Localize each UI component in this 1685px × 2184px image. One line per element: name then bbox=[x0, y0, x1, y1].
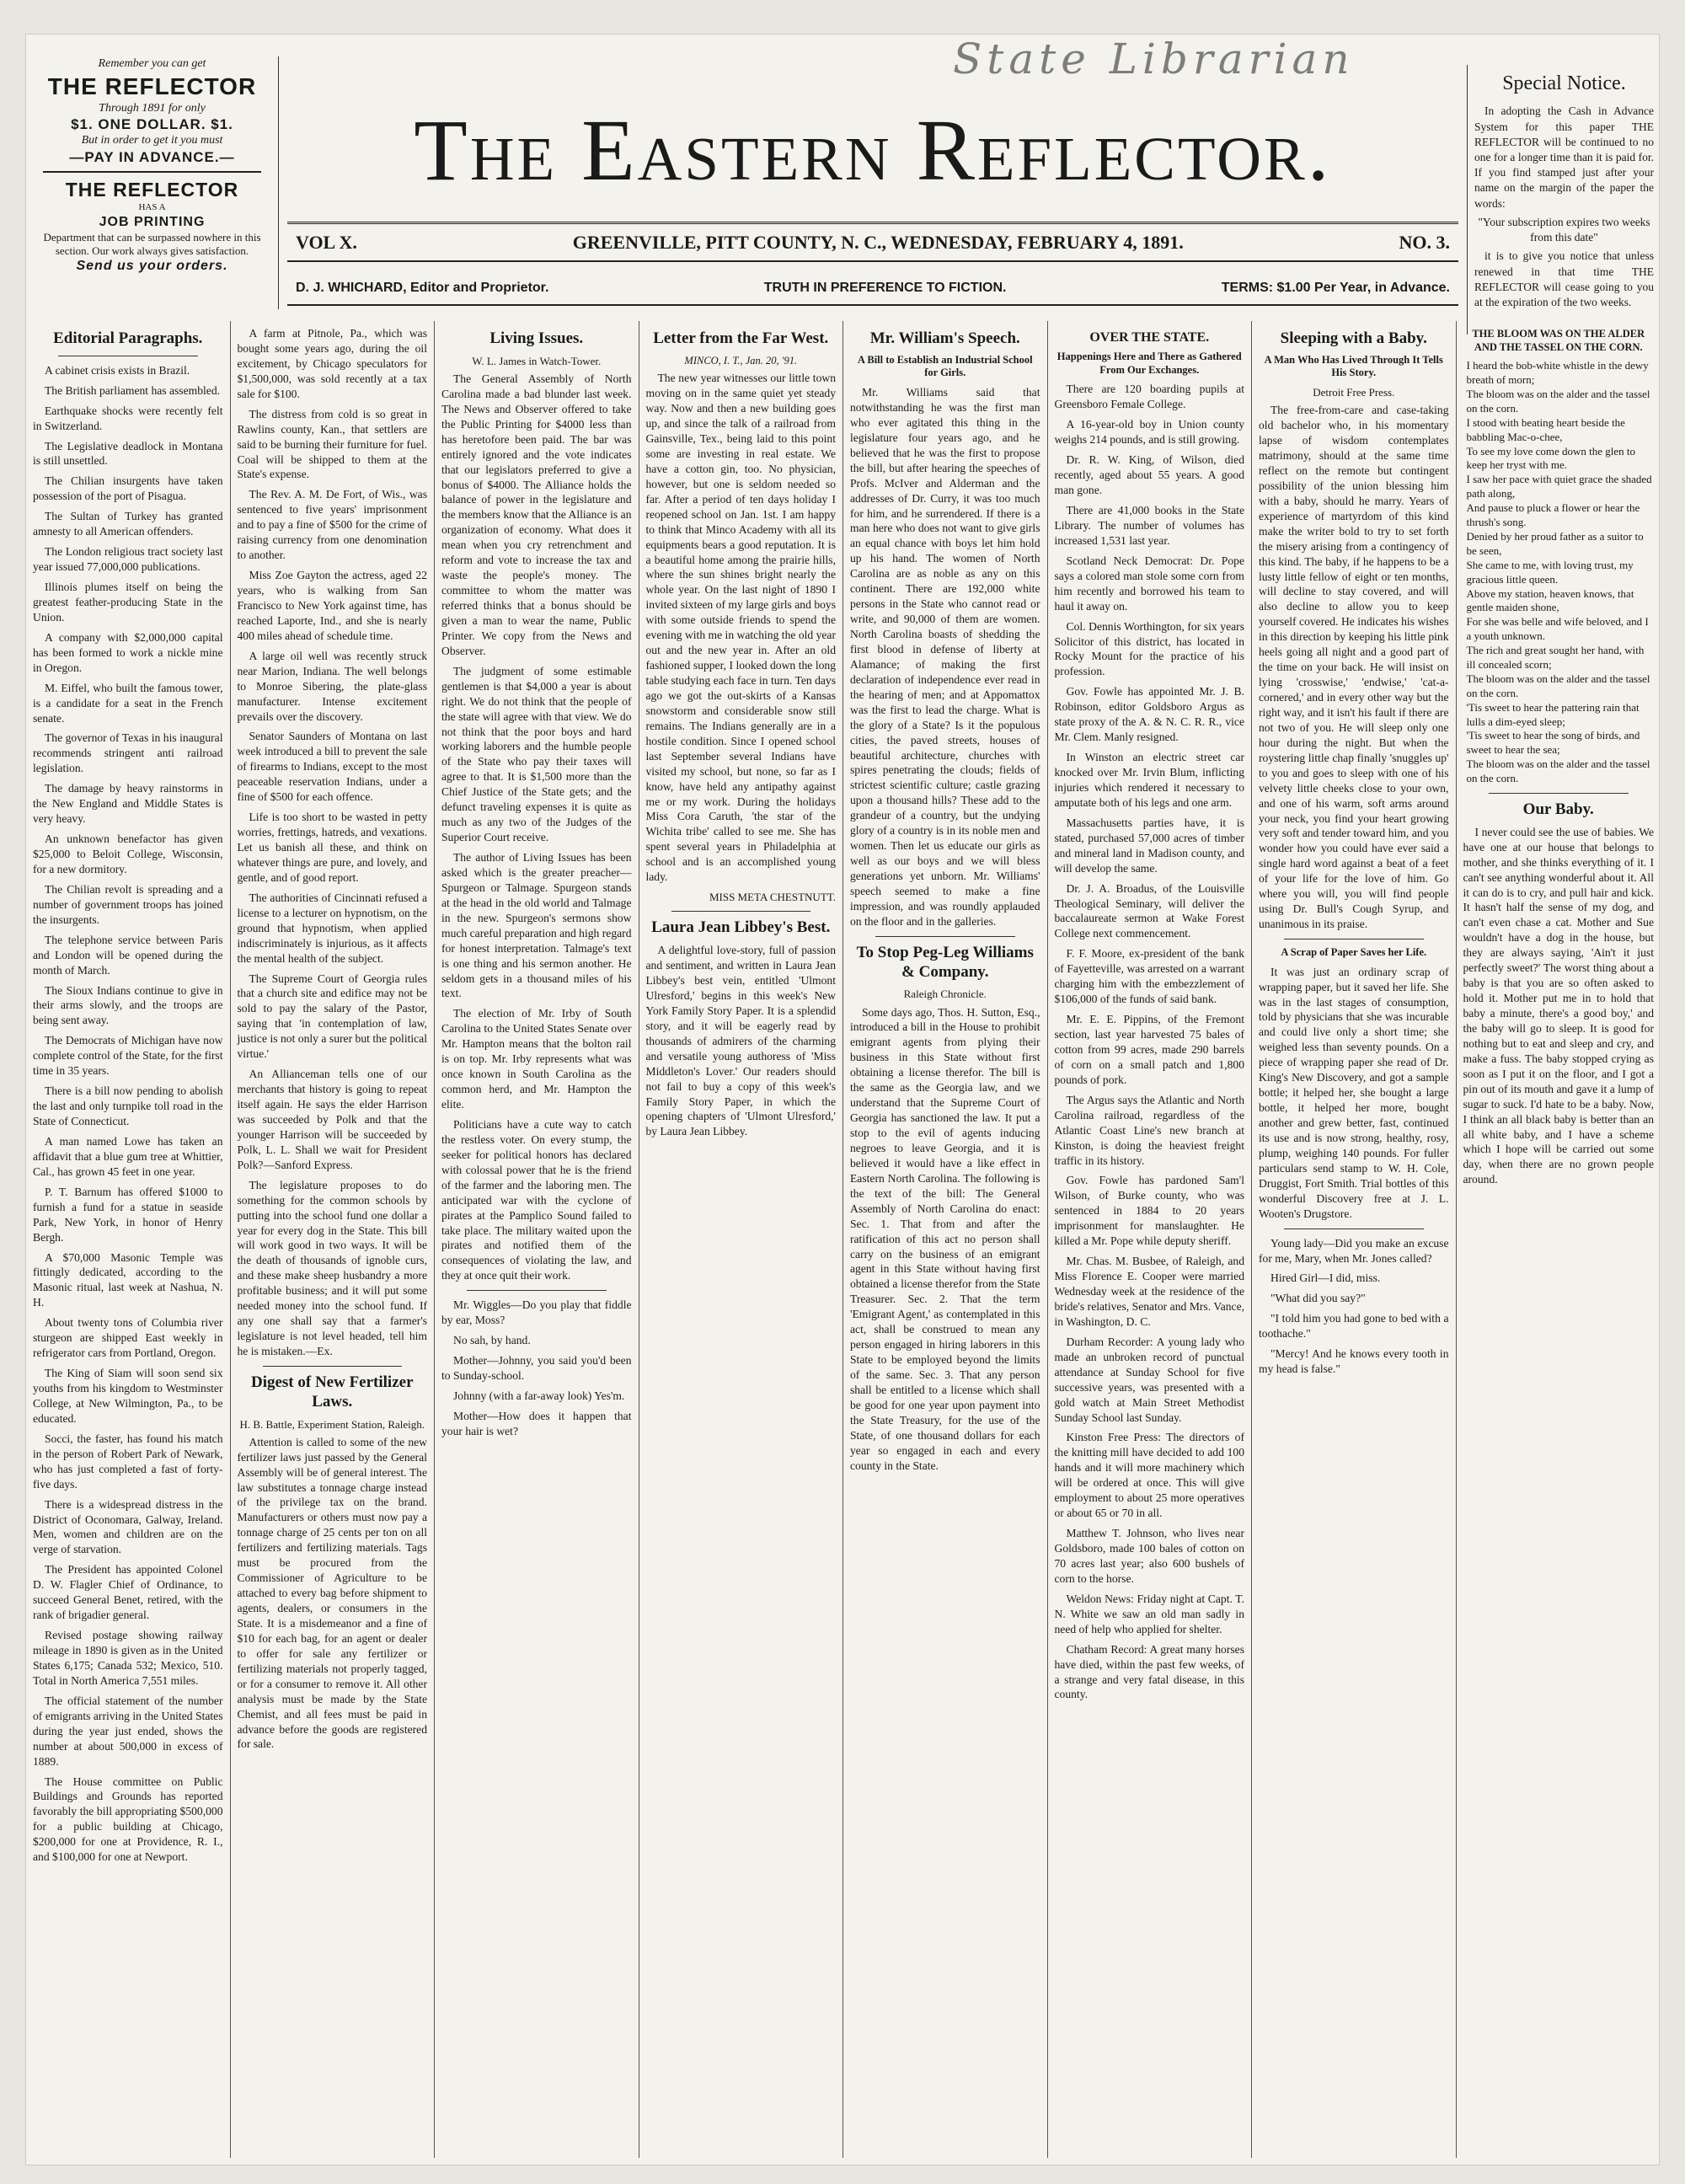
column-heading: Our Baby. bbox=[1522, 800, 1594, 818]
news-paragraph: The election of Mr. Irby of South Carolina to the United States Senate over Mr. Hampton means that the bolton rail is on top. Mr. Irby represents what was once known in South Carolina as the common herd, and Mr. Hampton the elite. bbox=[441, 1007, 632, 1111]
tagline-bar bbox=[287, 272, 1458, 306]
article-text: It was just an ordinary scrap of wrapping paper, but it saved her life. She was in the last stages of consumption, told by physicians that she was incurable and could live only a short time; she weighed less than seventy pounds. On a piece of wrapping paper she read of Dr. King's New Discovery, and got a sample bottle; it helped her, she bought a large bottle, it helped her more, bought another and grew better, fast, continued its use and is now strong, healthy, rosy, plump, weighing 140 pounds. For fuller particulars send stamp to W. H. Cole, Druggist, Fort Smith. Trial bottles of this wonderful Discovery free at J. L. Wooten's Drugstore. bbox=[1259, 965, 1449, 1220]
byline: W. L. James in Watch-Tower. bbox=[472, 354, 602, 367]
divider bbox=[671, 911, 811, 912]
news-paragraph: A company with $2,000,000 capital has been formed to work a nickle mine in Oregon. bbox=[33, 630, 223, 674]
news-paragraph: In Winston an electric street car knocked over Mr. Irvin Blum, inflicting injuries which rendered it necessary to amputate both of his legs and one arm. bbox=[1054, 751, 1244, 809]
notice-text: In adopting the Cash in Advance System for this paper THE REFLECTOR will be continued to no one for a longer time than it is paid for. If you find stamped just after your name on the margin of the paper the words: bbox=[1474, 104, 1654, 210]
news-paragraph: Life is too short to be wasted in petty worries, frettings, hatreds, and vexations. Let us banish all these, and think on whatever things are pure, and lovely, and gentle, and of good report. bbox=[237, 811, 427, 884]
news-paragraph: The Rev. A. M. De Fort, of Wis., was sentenced to five years' imprisonment and to pay a fine of $500 for the crime of raising currency from one denomination to another. bbox=[237, 488, 427, 562]
terms: TERMS: $1.00 Per Year, in Advance. bbox=[1221, 281, 1450, 295]
news-paragraph: There is a widespread distress in the District of Oconomara, Galway, Ireland. Men, women and children are on the verge of starvation. bbox=[33, 1497, 223, 1556]
masthead-title: The Eastern Reflector. bbox=[414, 102, 1332, 199]
poem-title: THE BLOOM WAS ON THE ALDER AND THE TASSEL ON THE CORN. bbox=[1472, 328, 1645, 353]
news-items bbox=[238, 326, 428, 1359]
column-7 bbox=[1252, 321, 1457, 2158]
subheading: Happenings Here and There as Gathered From Our Exchanges. bbox=[1056, 351, 1242, 376]
news-paragraph: F. F. Moore, ex-president of the bank of Fayetteville, was arrested on a warrant charging him with the embezzlement of $106,000 of the funds of said bank. bbox=[1054, 947, 1244, 1006]
news-paragraph: P. T. Barnum has offered $1000 to furnish a fund for a statue in seaside Park, New York, in honor of Henry Bergh. bbox=[33, 1185, 223, 1244]
article-text: The new year witnesses our little town moving on in the same quiet yet steady way. Now and then a new building goes up, and since the talk of a railroad from Gainsville, Tex., being laid to this point some are investing in real estate. We have a cotton gin, too. No physician, however, but one is seldom needed so far. After a period of ten days holiday I reopened school on Jan. 1st. I am happy to think that Minco Academy with all its equipments bears a good reputation. It is a beautiful home among the prairie hills, where the sun shines bright nearly the whole year. On the last night of 1890 I invited sixteen of my large girls and boys with some outside friends to spend the evening with me in watching the old year out and the new year in. After an old fashioned supper, I looked down the long table studying each face in turn. Ten days ago we got the out-skirts of a Kansas snowstorm and considerable snow still remains. The Indians generally are in a hostile condition. Since I opened school last September several Indians have visited my school, but none, so far as I know, have held any antipathy against me or my work. During the holidays Miss Cora Caruth, 'the star of the Wichita tribe' called to see me. She has spent several years in Philadelphia at school and is an accomplished young lady. bbox=[645, 372, 836, 884]
ad-line: But in order to get it you must bbox=[81, 134, 223, 147]
ad-line: Department that can be surpassed nowhere in this section. Our work always gives satisfaction. bbox=[43, 230, 261, 257]
article-text: Attention is called to some of the new fertilizer laws just passed by the General Assembly will be of general interest. The law substitutes a tonnage charge instead of the privilege tax on the brand. Manufacturers or others must now pay a tonnage charge of 25 cents per ton on all fertilizers and fertilizing materials. Tags must be procured from the Commissioner of Agriculture to be attached to every bag before shipment to agents, dealers, or consumers in the State. It is a misdemeanor and a fine of $10 for each bag, for an agent or dealer to offer for sale any fertilizer or fertilizing materials not properly tagged, or for a consumer to remove it. All other analysis must be made by the State Chemist, and all fees must be paid in advance before the goods are registered for sale. bbox=[237, 1435, 427, 1751]
dialogue-line: Mother—Johnny, you said you'd been to Sunday-school. bbox=[441, 1354, 632, 1383]
subscription-ad-box bbox=[26, 56, 279, 309]
dialogue-line: Mr. Wiggles—Do you play that fiddle by ear, Moss? bbox=[441, 1298, 632, 1327]
news-paragraph: An Allianceman tells one of our merchants that history is going to repeat itself again. He says the elder Harrison was succeeded by Polk and that the younger Harrison will be succeeded by Polk, L. L. Shall we wait for President Polk?—Sanford Express. bbox=[237, 1068, 427, 1171]
subheading: A Bill to Establish an Industrial School for Girls. bbox=[857, 353, 1033, 379]
news-paragraph: Massachusetts parties have, it is stated, purchased 57,000 acres of timber and mineral land in Madison county, and will develop the same. bbox=[1054, 816, 1244, 875]
living-issues-items bbox=[441, 372, 632, 1283]
ad-price: $1. ONE DOLLAR. $1. bbox=[71, 116, 233, 132]
article-text: A delightful love-story, full of passion and sentiment, and written in Laura Jean Libbey's best vein, entitled 'Ulmont Ulresford,' begins in this week's New York Family Story Paper. It is a splendid story, and it will be eagerly read by thousands of admirers of the charming and versatile young authoress of 'Miss Middleton's Lover.' Our readers should not fail to buy a copy of this week's Family Story Paper, in which the opening chapters of 'Ulmont Ulresford,' by Laura Jean Libbey. bbox=[645, 944, 836, 1138]
column-2 bbox=[231, 321, 436, 2158]
news-paragraph: Illinois plumes itself on being the greatest feather-producing State in the Union. bbox=[33, 581, 223, 624]
subheading: A Man Who Has Lived Through It Tells His Story. bbox=[1264, 353, 1443, 379]
ad-send-orders: Send us your orders. bbox=[76, 259, 228, 273]
news-paragraph: There are 41,000 books in the State Library. The number of volumes has increased 1,531 last year. bbox=[1054, 504, 1244, 547]
news-paragraph: The King of Siam will soon send six youths from his kingdom to Westminster College, at New Wilmington, Pa., to be educated. bbox=[33, 1367, 223, 1425]
news-paragraph: The judgment of some estimable gentlemen is that $4,000 a year is about right. We do not think that the people of the state will agree with that view. We do not think that the poor boys and hard working laborers and the humble people of the State who pay their taxes will agree to that. It is $1,500 more than the Chief Justice of the State gets; and the defunct traveling expenses it is quite as much as any two of the Judges of the Superior Court receive. bbox=[441, 664, 632, 844]
news-paragraph: Mr. E. E. Pippins, of the Fremont section, last year harvested 75 bales of cotton from 99 acres, made 290 barrels of corn on a small patch and 1,800 pounds of pork. bbox=[1054, 1013, 1244, 1086]
ad-has-a: HAS A bbox=[138, 201, 166, 212]
article-text: The free-from-care and case-taking old bachelor who, in his momentary lapse of wisdom contemplates matrimony, should at the same time reflect on the remote but contingent possibility of the union blessing him with a baby, should he marry. Years of experience of martyrdom of this kind make the writer bold to try to set forth the misery arising from a contingency of this kind. The baby, if he happens to be a lusty little fellow of eight or ten months, will decline to stay covered, and will also decline to allow you to keep yourself covered. He indicates his wishes in this direction by keeping his little pink heels going all night and a good part of the time on your back. He will insist on lying 'crosswise,' 'endwise,' 'cat-a-cornered,' and in every other way but the right way, and it isn't his fault if there are not two of you. He will sleep only one hour during the night. But when the roystering little chap finally 'snuggles up' to you and goes to sleep with one of his velvety little cheeks close to your own, and one of his warm, soft arms around your neck, you find your heart growing very soft and tender toward him, and you wonder how you could have ever said a single hard word against a beat of a feet of your life for the love of him. Go where you will, you will find people using Dr. Bull's Cough Syrup, and unanimous in its praise. bbox=[1259, 404, 1449, 931]
dialogue-line: Hired Girl—I did, miss. bbox=[1270, 1271, 1381, 1285]
ad-paper-name-2: THE REFLECTOR bbox=[65, 179, 239, 201]
news-paragraph: The governor of Texas in his inaugural recommends stringent anti railroad legislation. bbox=[33, 731, 223, 775]
news-paragraph: The Chilian insurgents have taken possession of the port of Pisagua. bbox=[33, 474, 223, 503]
news-paragraph: About twenty tons of Columbia river sturgeon are shipped East weekly in refrigerator cars from Portland, Oregon. bbox=[33, 1316, 223, 1360]
news-paragraph: The House committee on Public Buildings and Grounds has reported favorably the bill appropriating $500,000 for a public building at Chicago, $200,000 for one at Providence, R. I., and $100,000 for one at Newport. bbox=[33, 1774, 223, 1864]
news-paragraph: There are 120 boarding pupils at Greensboro Female College. bbox=[1054, 383, 1244, 411]
news-paragraph: The authorities of Cincinnati refused a license to a lecturer on hypnotism, on the ground that hypnotism, when applied indiscriminately is injurious, as it affects the mental health of the subject. bbox=[237, 891, 427, 965]
byline: Raleigh Chronicle. bbox=[903, 988, 987, 1001]
byline: H. B. Battle, Experiment Station, Raleigh. bbox=[239, 1417, 425, 1431]
news-paragraph: The Sioux Indians continue to give in their arms slowly, and the troops are being sent away. bbox=[33, 983, 223, 1027]
news-paragraph: Socci, the faster, has found his match in the person of Robert Park of Newark, who has just completed a fast of forty-five days. bbox=[33, 1432, 223, 1491]
divider bbox=[43, 171, 261, 173]
news-paragraph: A cabinet crisis exists in Brazil. bbox=[45, 363, 190, 377]
news-paragraph: Chatham Record: A great many horses have died, within the past few weeks, of a strange and very fatal disease, in this county. bbox=[1054, 1642, 1244, 1701]
signature: MISS META CHESTNUTT. bbox=[709, 891, 836, 904]
news-paragraph: The telephone service between Paris and London will be opened during the month of March. bbox=[33, 933, 223, 977]
news-paragraph: Gov. Fowle has pardoned Sam'l Wilson, of Burke county, who was sentenced in 1884 to 20 years imprisonment for manslaughter. He killed a Mr. Pope while deputy sheriff. bbox=[1054, 1174, 1244, 1248]
news-paragraph: There is a bill now pending to abolish the last and only turnpike toll road in the State of Connecticut. bbox=[33, 1084, 223, 1128]
volume: VOL X. bbox=[296, 231, 357, 253]
news-paragraph: Politicians have a cute way to catch the restless voter. On every stump, the seeker for political honors has declared with colossal power that he is the friend of the farmer and the laboring men. The anticipated war with the cyclone of pirates at the Pamplico Sound failed to take place. The military waited upon the pirates and notified them of the consequences of violating the law, and they at once quit their work. bbox=[441, 1117, 632, 1282]
column-heading: Digest of New Fertilizer Laws. bbox=[250, 1373, 414, 1410]
divider bbox=[1489, 793, 1629, 794]
news-paragraph: The official statement of the number of emigrants arriving in the United States during the year just ended, shows the number at about 500,000 in excess of 1889. bbox=[33, 1694, 223, 1768]
news-paragraph: A man named Lowe has taken an affidavit that a blue gum tree at Whittier, Cal., has grown 45 feet in one year. bbox=[33, 1134, 223, 1178]
divider bbox=[875, 936, 1015, 937]
dialogue-line: "I told him you had gone to bed with a toothache." bbox=[1259, 1312, 1449, 1341]
news-paragraph: A 16-year-old boy in Union county weighs 214 pounds, and is still growing. bbox=[1054, 418, 1244, 447]
special-notice-title: Special Notice. bbox=[1502, 72, 1626, 94]
column-3 bbox=[435, 321, 639, 2158]
news-paragraph: The distress from cold is so great in Rawlins county, Kan., that settlers are said to be burning their furniture for fuel. Coal will be shipped to them at the State's expense. bbox=[237, 407, 427, 481]
editor-line: D. J. WHICHARD, Editor and Proprietor. bbox=[296, 281, 549, 295]
article-text: I never could see the use of babies. We have one at our house that belongs to mother, and she thinks everything of it. I can't see anything wonderful about it. All it can do is to cry, and pull hair and kick. It hasn't half the sense of my dog, and can't even chase a cat. Mother and Sue wouldn't have a dog in the house, but they are always saying, 'Ain't it just perfectly sweet?' The worst thing about a baby is that you are so often asked to hold it. Mother put me in to hold that baby a minute, there's a good boy,' and the baby will go to sleep. It is good for nothing but to eat and sleep and cry, and make a fuss. The baby stopped crying as soon as I put it on the floor, and I got a pin out of its mouth and gave it a lump of sugar to suck. I'd hate to be a baby. Now, I think an all black baby is better than an all white baby, and I have a scheme which I hope will be carried out some day, when there are no grown people around. bbox=[1463, 825, 1654, 1186]
news-paragraph: Scotland Neck Democrat: Dr. Pope says a colored man stole some corn from him recently and borrowed his team to haul it away on. bbox=[1054, 554, 1244, 613]
poem-text: I heard the bob-white whistle in the dewy breath of morn; The bloom was on the alder and the tassel on the corn. I stood with beating heart beside the babbling Mac-o-chee, To see my love come down the glen to keep her tryst with me. I saw her pace with quiet grace the shaded path along, And pause to pluck a flower or hear the thrush's song. Denied by her proud father as a suitor to be seen, She came to me, with loving trust, my gracious little queen. Above my station, heaven knows, that gentle maiden shone, For she was belle and wife beloved, and I a youth unknown. The rich and great sought her hand, with ill concealed scorn; The bloom was on the alder and the tassel on the corn. 'Tis sweet to hear the pattering rain that lulls a dim-eyed sleep; 'Tis sweet to hear the song of birds, and sweet to hear the sea; The bloom was on the alder and the tassel on the corn. bbox=[1466, 359, 1652, 785]
divider bbox=[263, 1366, 403, 1367]
news-paragraph: Weldon News: Friday night at Capt. T. N. White we saw an old man sadly in need of help who applied for shelter. bbox=[1054, 1592, 1244, 1635]
news-paragraph: The Democrats of Michigan have now complete control of the State, for the first time in 35 years. bbox=[33, 1034, 223, 1078]
dialogue bbox=[1259, 1236, 1449, 1378]
column-heading: Laura Jean Libbey's Best. bbox=[651, 918, 831, 937]
news-paragraph: A $70,000 Masonic Temple was fittingly dedicated, according to the Masonic ritual, last week at Nashua, N. H. bbox=[33, 1250, 223, 1309]
ad-line: Through 1891 for only bbox=[99, 101, 206, 115]
ad-paper-name: THE REFLECTOR bbox=[47, 72, 257, 99]
subheading: A Scrap of Paper Saves her Life. bbox=[1281, 946, 1427, 959]
news-paragraph: The President has appointed Colonel D. W. Flagler Chief of Ordinance, to succeed General Benet, retired, with the rank of brigadier general. bbox=[33, 1563, 223, 1622]
divider bbox=[1284, 1228, 1424, 1229]
dialogue-line: "Mercy! And he knows every tooth in my head is false." bbox=[1259, 1347, 1449, 1376]
column-heading: Living Issues. bbox=[489, 329, 584, 347]
news-paragraph: A large oil well was recently struck near Marion, Indiana. The well belongs to Monroe Sibering, the plate-glass manufacturer. Intense excitement prevails over the discovery. bbox=[237, 649, 427, 723]
motto: TRUTH IN PREFERENCE TO FICTION. bbox=[763, 281, 1007, 295]
news-paragraph: The legislature proposes to do something for the common schools by putting into the school fund one dollar a year for every dog in the State. This bill will work good in two ways. It will be the death of thousands of ignoble curs, and these make sheep husbandry a more profitable business; and it will put some needed money into the school fund. If any one shall say that a farmer's legislature is not level headed, tell him he is mistaken.—Ex. bbox=[237, 1178, 427, 1357]
news-paragraph: Earthquake shocks were recently felt in Switzerland. bbox=[33, 404, 223, 432]
dialogue-line: Johnny (with a far-away look) Yes'm. bbox=[453, 1389, 625, 1402]
byline: Detroit Free Press. bbox=[1313, 386, 1395, 399]
article-text: Some days ago, Thos. H. Sutton, Esq., introduced a bill in the House to prohibit emigrant agents from plying their business in this State without first obtaining a license therefor. The bill is the same as the Georgia law, and we understand that the Supreme Court of Georgia has sanctioned the law. It put a stop to the evil of agents inducing negroes to leave Georgia, and it is believed it would have a like effect in Eastern North Carolina. The following is the text of the bill: The General Assembly of North Carolina do enact: Sec. 1. That from and after the ratification of this act no person shall carry on the business of an emigrant agent in this State without having first obtained a license therefor from the State Treasurer. Sec. 2. That the term 'Emigrant Agent,' as contemplated in this act, shall be construed to mean any person engaged in hiring laborers in this State to be employed beyond the limits of the same. Sec. 3. That any person shall be entitled to a license which shall be good for one year upon payment into the State Treasury, for the use of the State, of one thousand dollars for each year so engaged in each and every county in the State. bbox=[850, 1005, 1040, 1472]
column-heading: Mr. William's Speech. bbox=[869, 329, 1020, 347]
ad-job-printing: JOB PRINTING bbox=[99, 214, 206, 229]
dialogue-line: "What did you say?" bbox=[1270, 1292, 1366, 1305]
news-paragraph: Durham Recorder: A young lady who made an unbroken record of punctual attendance at Sunday School for five successive years, was presented with a gold watch at Main Street Methodist Sunday School last Sunday. bbox=[1054, 1335, 1244, 1424]
ad-pay-in-advance: —PAY IN ADVANCE.— bbox=[69, 148, 235, 165]
column-heading: Editorial Paragraphs. bbox=[53, 329, 203, 347]
dialogue-line: No sah, by hand. bbox=[453, 1334, 531, 1347]
news-paragraph: Kinston Free Press: The directors of the knitting mill have decided to add 100 hands and it will more machinery which will be ordered at once. This will give employment to about 25 more operatives or about 65 or 70 in all. bbox=[1054, 1431, 1244, 1520]
news-paragraph: Senator Saunders of Montana on last week introduced a bill to prevent the sale of firearms to Indians, except to the most peaceable reservation Indians, under a fine of $500 for each offence. bbox=[237, 730, 427, 804]
news-paragraph: The Supreme Court of Georgia rules that a church site and edifice may not be sold to pay the salary of the Pastor, saying that 'in contemplation of law, justice is not only a surer but the political virtue.' bbox=[237, 972, 427, 1061]
news-paragraph: Mr. Chas. M. Busbee, of Raleigh, and Miss Florence E. Cooper were married Wednesday week at the residence of the bride's relatives, Senator and Mrs. Vance, in Washington, D. C. bbox=[1054, 1255, 1244, 1328]
news-paragraph: The Argus says the Atlantic and North Carolina railroad, regardless of the Atlantic Coast Line's new branch at Kinston, is doing the heaviest freight traffic in its history. bbox=[1054, 1093, 1244, 1167]
column-heading: Sleeping with a Baby. bbox=[1280, 329, 1427, 347]
news-paragraph: Gov. Fowle has appointed Mr. J. B. Robinson, editor Goldsboro Argus as state proxy of the A. & N. C. R. R., vice Mr. Clem. Manly resigned. bbox=[1054, 685, 1244, 744]
column-heading: To Stop Peg-Leg Williams & Company. bbox=[856, 943, 1034, 981]
newspaper-page bbox=[25, 34, 1660, 2165]
column-heading: OVER THE STATE. bbox=[1089, 330, 1210, 345]
dialogue-line: Young lady—Did you make an excuse for me, Mary, when Mr. Jones called? bbox=[1259, 1236, 1449, 1265]
dialogue bbox=[441, 1298, 632, 1439]
news-paragraph: Col. Dennis Worthington, for six years Solicitor of this district, has located in Rocky Mount for the practice of his profession. bbox=[1054, 619, 1244, 678]
ad-line: Remember you can get bbox=[98, 57, 206, 70]
news-paragraph: The Chilian revolt is spreading and a number of government troops has joined the insurgents. bbox=[33, 882, 223, 926]
handwritten-note: State Librarian bbox=[953, 35, 1355, 83]
column-5 bbox=[843, 321, 1048, 2158]
news-paragraph: The Legislative deadlock in Montana is still unsettled. bbox=[33, 439, 223, 468]
news-paragraph: A farm at Pitnole, Pa., which was bought some years ago, during the oil excitement, by Chicago speculators for $1,500,000, was sold recently at a tax sale for $100. bbox=[237, 327, 427, 400]
dateline: MINCO, I. T., Jan. 20, '91. bbox=[684, 354, 798, 367]
column-heading: Letter from the Far West. bbox=[653, 329, 829, 347]
notice-text: it is to give you notice that unless renewed in that time THE REFLECTOR will cease going to you at the expiration of the two weeks. bbox=[1474, 249, 1654, 309]
issue-info-bar bbox=[287, 222, 1458, 262]
column-4 bbox=[639, 321, 844, 2158]
news-paragraph: The British parliament has assembled. bbox=[45, 383, 221, 397]
news-paragraph: The London religious tract society last year issued 77,000,000 publications. bbox=[33, 545, 223, 574]
issue-number: NO. 3. bbox=[1399, 231, 1450, 253]
news-paragraph: The damage by heavy rainstorms in the New England and Middle States is very heavy. bbox=[33, 782, 223, 826]
news-paragraph: The General Assembly of North Carolina made a bad blunder last week. The News and Observer offered to take the Public Printing for $4000 less than has heretofore been paid. The bar was entirely ignored and the vote indicates that our legislators preferred to give a bonus of $4000. The Alliance holds the balance of power in the legislature and the members know that the Alliance is an organization of economy. What does it mean when you cry retrenchment and reform and vote to increase the tax and waste the people's money. The committee to whom the matter was referred thinks that a bonus should be given a man to wear the name, Public Printer. We copy from the News and Observer. bbox=[441, 372, 632, 657]
news-paragraph: M. Eiffel, who built the famous tower, is a candidate for a seat in the French senate. bbox=[33, 681, 223, 725]
columns bbox=[26, 321, 1661, 2158]
news-paragraph: An unknown benefactor has given $25,000 to Beloit College, Wisconsin, for a new dormitory. bbox=[33, 832, 223, 875]
news-paragraph: Miss Zoe Gayton the actress, aged 22 years, who is walking from San Francisco to New York against time, has reached Laporte, Ind., and she is nearly 400 miles ahead of schedule time. bbox=[237, 569, 427, 642]
news-paragraph: Dr. R. W. King, of Wilson, died recently, aged about 55 years. A good man gone. bbox=[1054, 453, 1244, 497]
special-notice-box bbox=[1467, 65, 1661, 335]
divider bbox=[467, 1290, 607, 1291]
news-paragraph: The Sultan of Turkey has granted amnesty to all American offenders. bbox=[33, 510, 223, 538]
place-date: GREENVILLE, PITT COUNTY, N. C., WEDNESDAY, FEBRUARY 4, 1891. bbox=[572, 231, 1184, 253]
dialogue-line: Mother—How does it happen that your hair is wet? bbox=[441, 1409, 632, 1437]
state-news-items bbox=[1055, 382, 1245, 1702]
news-paragraph: The author of Living Issues has been asked which is the greater preacher—Spurgeon or Talmage. Spurgeon stands at the head in the old world and Talmage in the new. Spurgeon's sermons show much careful preparation and high regard for honest interpretation. Talmage's text is one thing and his sermon another. He seldom gets in a thousand miles of his text. bbox=[441, 851, 632, 1000]
news-paragraph: Matthew T. Johnson, who lives near Goldsboro, made 100 bales of cotton on 70 acres last year; also 600 bushels of corn to the horse. bbox=[1054, 1527, 1244, 1585]
column-1 bbox=[26, 321, 231, 2158]
article-text: Mr. Williams said that notwithstanding he was the first man who ever agitated this thing in the legislature four years ago, and he believed that he was the first to propose the bill, but after hearing the speeches of Profs. McIver and Alderman and the addresses of Dr. Curry, it was too much for him, and he surrendered. If there is a man here who does not want to give girls an equal chance with boys let him hold up his hand. The women of North Carolina are as noble as any on this continent. There are 192,000 white persons in the State who cannot read or write, and 90,000 of them are women. North Carolina boasts of shedding the first blood in defense of liberty at Alamance; of making the first declaration of independence ever read in the hearing of men; and at Appomattox was the first to lead the charge. What is the glory of a State? Is it the populous cities, the paved streets, houses of beautiful architecture, churches with spires penetrating the clouds; fields of strictest scientific culture; castle grazing upon a thousand hills? These add to the grandeur of a country, but the undying glory of a country is in its noble men and women. Then let us educate our girls as well as our boys and we will bless generations yet unborn. Mr. Williams' speech seemed to make a fine impression, and was roundly applauded on the floor and in the galleries. bbox=[850, 386, 1040, 928]
editorial-items bbox=[33, 363, 223, 1865]
column-8 bbox=[1457, 321, 1661, 2158]
news-paragraph: Dr. J. A. Broadus, of the Louisville Theological Seminary, will deliver the baccalaureate sermon at Wake Forest College next commencement. bbox=[1054, 881, 1244, 940]
notice-text: "Your subscription expires two weeks from this date" bbox=[1478, 215, 1650, 244]
news-paragraph: Revised postage showing railway mileage in 1890 is given as in the United States 6,175; Canada 532; Mexico, 510. Total in North America 7,551 miles. bbox=[33, 1629, 223, 1687]
column-6 bbox=[1048, 321, 1253, 2158]
